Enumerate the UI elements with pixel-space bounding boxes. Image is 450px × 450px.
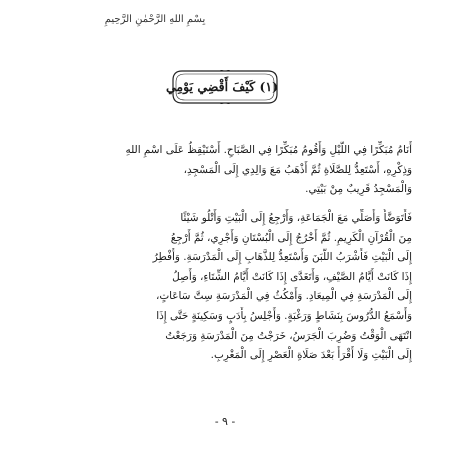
lesson-title-frame [165, 70, 278, 104]
page-number: - ٩ - [214, 415, 236, 428]
lesson-title: (١) كَيْفَ أَقْضِي يَوْمِي [165, 79, 278, 94]
text-line: وَأَسْمَعُ الدُّرُوسَ بِنَشَاطٍ وَرَغْبَةٍ. وَأَجْلِسُ بِأَدَبٍ وَسَكِينَةٍ حَتَّى إِذَا [156, 309, 412, 322]
text-line: إِلَى الْبَيْتِ فَأَشْرَبُ اللَّبَنَ وَأَسْتَعِدُّ لِلذَّهَابِ إِلَى الْمَدْرَسَةِ. وَأُفْطِرُ [152, 251, 412, 264]
text-line: وَالْمَسْجِدُ قَرِيبٌ مِنْ بَيْتِي. [305, 183, 412, 196]
text-line: إِلَى الْبَيْتِ وَلَا أَقْرَأُ بَعْدَ صَلَاةِ الْعَصْرِ إِلَى الْمَغْرِبِ. [210, 349, 412, 362]
paragraph-2 [38, 209, 412, 366]
text-line: انْتَهَى الْوَقْتُ وَضُرِبَ الْجَرَسُ، خَرَجْتُ مِنَ الْمَدْرَسَةِ وَرَجَعْتُ [165, 329, 412, 342]
paragraph-1 [38, 141, 412, 200]
text-line: مِنَ الْقُرْآنِ الْكَرِيمِ. ثُمَّ أَخْرُجُ إِلَى الْبُسْتَانِ وَأَجْرِي، ثُمَّ أَرْجِعُ [170, 231, 412, 244]
text-line: فَأَتَوَضَّأُ وَأُصَلِّي مَعَ الْجَمَاعَةِ، وَأَرْجِعُ إِلَى الْبَيْتِ وَأَتْلُو شَيْئًا [180, 212, 412, 224]
text-line: إِذَا كَانَتْ أَيَّامُ الصَّيْفِ، وَأَتَغَدَّى إِذَا كَانَتْ أَيَّامُ الشِّتَاءِ، وَأَصِلُ [172, 270, 412, 283]
text-line: أَنَامُ مُبَكِّرًا فِي اللَّيْلِ وَأَقُومُ مُبَكِّرًا فِي الصَّبَاحِ. أَسْتَيْقِظُ عَلَى اسْمِ اللهِ [125, 144, 412, 156]
text-line: إِلَى الْمَدْرَسَةِ فِي الْمِيعَادِ. وَأَمْكُثُ فِي الْمَدْرَسَةِ سِتَّ سَاعَاتٍ، [155, 290, 412, 303]
text-line: وَذِكْرِهِ، أَسْتَعِدُّ لِلصَّلَاةِ ثُمَّ أَذْهَبُ مَعَ وَالِدِي إِلَى الْمَسْجِدِ، [183, 163, 412, 176]
basmala-heading: بِسْمِ اللهِ الرَّحْمٰنِ الرَّحِيمِ [104, 14, 206, 25]
